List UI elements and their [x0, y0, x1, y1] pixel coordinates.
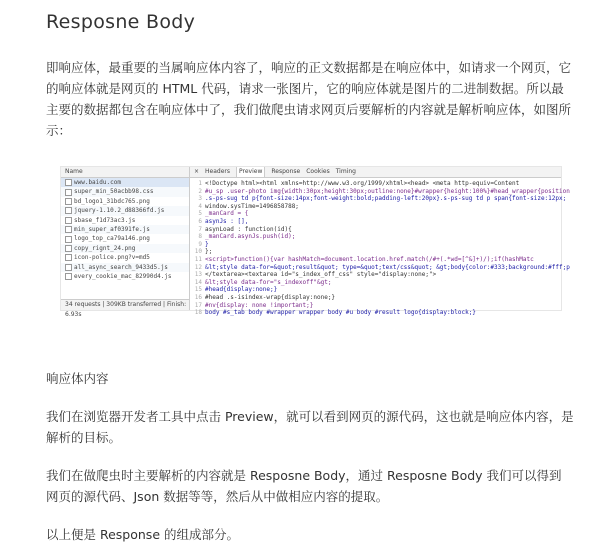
- tab-headers[interactable]: Headers: [205, 168, 231, 175]
- line-number: 13: [194, 271, 202, 279]
- file-icon: [65, 254, 72, 261]
- close-icon[interactable]: ×: [194, 168, 200, 175]
- line-number: 16: [194, 293, 202, 301]
- code-text: &lt;style data-for=&quot;result&quot; type=&quot;text/css&quot; &gt;body{color:#333;background:#fff;p: [205, 263, 570, 271]
- source-code-preview: [190, 178, 570, 317]
- code-line: [190, 302, 561, 310]
- tab-preview[interactable]: Preview: [236, 167, 265, 177]
- file-list-item[interactable]: [61, 197, 189, 206]
- line-number: 14: [194, 278, 202, 286]
- line-number: 11: [194, 255, 202, 263]
- line-number: 17: [194, 301, 202, 309]
- code-text: </textarea><textarea id="s_index_off_css" style="display:none;">: [205, 271, 437, 279]
- file-name: www.baidu.com: [74, 179, 121, 186]
- intro-paragraph: 即响应体，最重要的当属响应体内容了，响应的正文数据都是在响应体中，如请求一个网页，它的响应体就是网页的 HTML 代码，请求一张图片，它的响应体就是图片的二进制数据。所以最主要的数据都包含在响应体中了，我们做爬虫请求网页后要解析的内容就是解析响应体，如图所示：: [46, 60, 572, 138]
- tab-timing[interactable]: Timing: [335, 168, 356, 175]
- line-number: 1: [198, 180, 202, 187]
- devtools-screenshot-figure: [60, 166, 570, 318]
- code-line: [190, 271, 561, 279]
- line-number: 5: [198, 210, 202, 218]
- paragraph-body-usage: 我们在做爬虫时主要解析的内容就是 Resposne Body，通过 Resposne Body 我们可以得到网页的源代码、Json 数据等等，然后从中做相应内容的提取。: [46, 468, 562, 504]
- file-icon: [65, 273, 72, 280]
- code-text: &lt;style data-for="s_indexoff"&gt;: [205, 278, 332, 286]
- code-line: [190, 286, 561, 294]
- line-number: 18: [194, 309, 202, 317]
- line-number: 2: [198, 187, 202, 195]
- line-number: 8: [198, 233, 202, 241]
- code-line: [190, 203, 561, 211]
- file-icon: [65, 179, 72, 186]
- code-line: [190, 233, 561, 241]
- devtools-tabs: [190, 167, 561, 178]
- file-list-item[interactable]: [61, 225, 189, 234]
- file-icon: [65, 245, 72, 252]
- file-list-item[interactable]: [61, 178, 189, 187]
- file-list-item[interactable]: [61, 234, 189, 243]
- file-name: logo_top_ca79a146.png: [74, 235, 150, 243]
- file-name: jquery-1.10.2_d88366fd.js: [74, 207, 165, 215]
- file-list-item[interactable]: [61, 263, 189, 272]
- code-text: };: [205, 248, 213, 256]
- code-line: [190, 309, 561, 317]
- line-number: 9: [198, 240, 202, 248]
- file-icon: [65, 198, 72, 205]
- code-text: _manCard = {: [205, 210, 249, 218]
- file-name: bd_logo1_31bdc765.png: [74, 197, 150, 205]
- code-text: #u_sp .user-photo img{width:30px;height:30px;outline:none}#wrapper{height:100%}#head_wrapper{position: [205, 187, 570, 195]
- code-line: [190, 195, 567, 203]
- file-icon: [65, 207, 72, 214]
- file-list-header: Name: [61, 167, 189, 178]
- code-line: [190, 180, 561, 188]
- file-name: copy_rignt_24.png: [74, 244, 136, 252]
- file-icon: [65, 226, 72, 233]
- file-list-item[interactable]: [61, 244, 189, 253]
- code-text: asynJs : [],: [205, 217, 249, 225]
- code-text: .s-ps-sug td p{font-size:14px;font-weight:bold;padding-left:20px}.s-ps-sug td p span{font-size:12px;: [205, 195, 567, 203]
- line-number: 7: [198, 225, 202, 233]
- line-number: 15: [194, 286, 202, 294]
- code-line: [190, 279, 561, 287]
- code-text: _manCard.asynJs.push(id);: [205, 233, 296, 241]
- code-line: [190, 210, 561, 218]
- line-number: 10: [194, 248, 202, 256]
- code-text: #head .s-isindex-wrap{display:none;}: [205, 293, 336, 301]
- line-number: 3: [198, 195, 202, 203]
- section-subheading: 响应体内容: [46, 371, 109, 386]
- code-text: body #s_tab body #wrapper wrapper body #u body #result logo{display:block;}: [205, 309, 476, 317]
- file-name: super_min_50acbb98.css: [74, 188, 154, 196]
- file-name: all_async_search_9433d5.js: [74, 263, 168, 271]
- line-number: 12: [194, 263, 202, 271]
- file-list-item[interactable]: [61, 206, 189, 215]
- file-icon: [65, 189, 72, 196]
- paragraph-preview: 我们在浏览器开发者工具中点击 Preview，就可以看到网页的源代码，这也就是响应体内容，是解析的目标。: [46, 409, 574, 445]
- page-title: Resposne Body: [46, 11, 196, 33]
- file-name: every_cookie_mac_82990d4.js: [74, 272, 172, 280]
- code-text: }: [205, 240, 209, 248]
- file-icon: [65, 236, 72, 243]
- network-file-list: [61, 167, 190, 318]
- code-text: #nv{display: none !important;}: [205, 301, 314, 309]
- code-text: window.sysTime=1496858788;: [205, 202, 299, 210]
- code-text: <script>function(){var hashMatch=document.location.href.match(/#+(.*wd=[^&]+)/);if(hashMatc: [205, 255, 534, 263]
- code-line: [190, 218, 561, 226]
- file-icon: [65, 264, 72, 271]
- code-line: [190, 248, 561, 256]
- line-number: 6: [198, 217, 202, 225]
- code-text: #head{display:none;}: [205, 286, 278, 294]
- file-icon: [65, 217, 72, 224]
- code-line: [190, 256, 561, 264]
- tab-response[interactable]: Response: [271, 168, 301, 175]
- tab-cookies[interactable]: Cookies: [306, 168, 330, 175]
- code-line: [190, 263, 570, 272]
- file-list-item[interactable]: [61, 216, 189, 225]
- file-name: icon-police.png?v=md5: [74, 254, 150, 262]
- preview-panel: [190, 167, 570, 317]
- network-status-bar: 34 requests | 309KB transferred | Finish: 6.93s: [61, 299, 189, 310]
- file-list-item[interactable]: [61, 187, 189, 196]
- code-line: [190, 226, 561, 234]
- line-number: 4: [198, 202, 202, 210]
- file-list-item[interactable]: [61, 272, 189, 281]
- file-list-item[interactable]: [61, 253, 189, 262]
- code-text: <!Doctype html><html xmlns=http://www.w3.org/1999/xhtml><head> <meta http-equiv=Content: [205, 180, 520, 187]
- paragraph-summary: 以上便是 Response 的组成部分。: [46, 527, 239, 542]
- file-name: min_super_af0391fe.js: [74, 225, 150, 233]
- code-text: asynLoad : function(id){: [205, 225, 292, 233]
- file-name: sbase_f1d73ac3.js: [74, 216, 136, 224]
- code-line: [190, 241, 561, 249]
- code-line: [190, 294, 561, 302]
- code-line: [190, 187, 570, 196]
